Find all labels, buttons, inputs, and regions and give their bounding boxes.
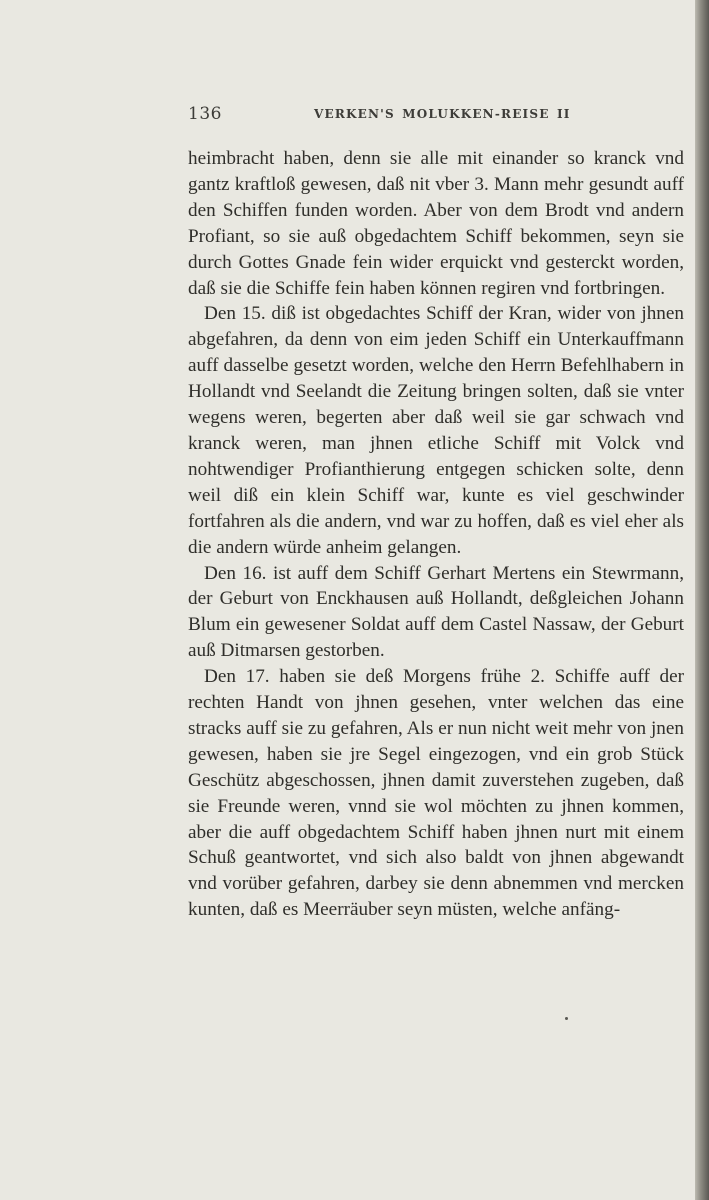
body-text — [188, 146, 684, 923]
paragraph-den-15: Den 15. diß ist obgedachtes Schiff der Kran, wider von jhnen abgefahren, da denn von eim jeden Schiff ein Unterkauffmann auff dasselbe gesetzt worden, welche den Herrn Befehlhabern in Hollandt vnd Seelandt die Zeitung bringen solten, daß sie vnter wegens weren, begerten aber daß weil sie gar schwach vnd kranck weren, man jhnen etliche Schiff mit Volck vnd nohtwendiger Profianthierung entgegen schicken solte, denn weil diß ein klein Schiff war, kunte es viel geschwinder fortfahren als die andern, vnd war zu hoffen, daß es viel eher als die andern würde anheim gelangen. — [188, 303, 684, 558]
running-title: VERKEN'S MOLUKKEN-REISE II — [314, 107, 571, 121]
running-head — [188, 104, 684, 130]
paragraph-den-16: Den 16. ist auff dem Schiff Gerhart Mertens ein Stewrmann, der Geburt von Enckhausen auß Hollandt, deßgleichen Johann Blum ein gewesener Soldat auff dem Castel Nassaw, der Geburt auß Ditmarsen gestorben. — [188, 562, 684, 662]
paragraph-den-17: Den 17. haben sie deß Morgens frühe 2. Schiffe auff der rechten Handt von jhnen gesehen, vnter welchen das eine stracks auff sie zu gefahren, Als er nun nicht weit mehr von jnen gewesen, haben sie jre Segel eingezogen, vnd ein grob Stück Geschütz abgeschossen, jhnen damit zuverstehen zugeben, daß sie Freunde weren, vnnd sie wol möchten zu jhnen kommen, aber die auff obgedachtem Schiff haben jhnen nurt mit einem Schuß geantwortet, vnd sich also baldt von jhnen abgewandt vnd vorüber gefahren, darbey sie denn abnemmen vnd mercken kunten, daß es Meerräuber seyn müsten, welche anfäng- — [188, 666, 684, 921]
paragraph-continuation: heimbracht haben, denn sie alle mit einander so kranck vnd gantz kraftloß gewesen, daß nit vber 3. Mann mehr gesundt auff den Schiffen funden worden. Aber von dem Brodt vnd andern Profiant, so sie auß obgedachtem Schiff bekommen, seyn sie durch Gottes Gnade fein wider erquickt vnd gesterckt worden, daß sie die Schiffe fein haben können regiren vnd fortbringen. — [188, 148, 684, 299]
page-edge-shadow — [695, 0, 709, 1200]
paper-speck — [565, 1017, 568, 1020]
page-number: 136 — [188, 104, 222, 124]
